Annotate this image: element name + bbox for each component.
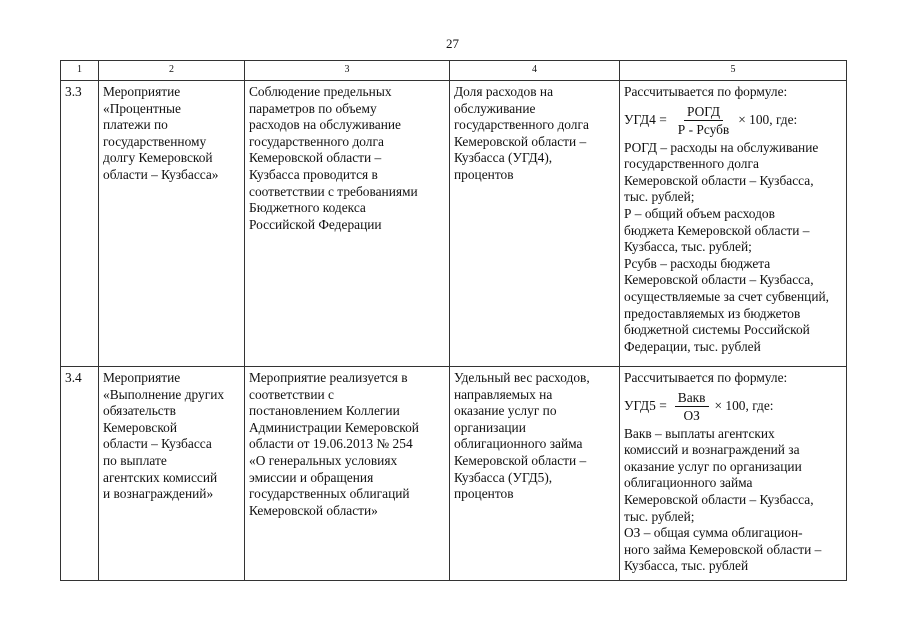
formula-numerator: РОГД — [684, 104, 723, 121]
method-explanation: РОГД – расходы на обслуживание государственного долга Кемеровской области – Кузбасса, тыс. рублей; Р – общий объем расходов бюджета Кемеровской области – Кузбасса, тыс. рублей; Рсубв – расходы бюджета Кемеровской области – Кузбасса, осуществляемые за счет субвенций, предоставляемых из бюджетов бюджетной системы Российской Федерации, тыс. рублей — [624, 139, 829, 354]
event-name: Мероприятие «Процентные платежи по государственному долгу Кемеровской области – Кузбасса» — [99, 81, 245, 367]
event-name: Мероприятие «Выполнение других обязательств Кемеровской области – Кузбасса по выплате агентских комиссий и вознаграждений» — [99, 367, 245, 581]
calculation-method — [620, 81, 847, 367]
formula-multiplier: × 100 — [714, 397, 746, 413]
formula-numerator: Вакв — [675, 390, 709, 407]
header-cell-1: 1 — [61, 61, 99, 81]
table-row — [61, 81, 847, 367]
measures-table — [60, 60, 847, 581]
header-cell-3: 3 — [245, 61, 450, 81]
formula-denominator: Р - Рсубв — [677, 121, 730, 137]
table-row — [61, 367, 847, 581]
formula-lhs: УГД5 = — [624, 397, 667, 413]
header-cell-4: 4 — [450, 61, 620, 81]
formula-lhs: УГД4 = — [624, 111, 667, 127]
formula-fraction — [675, 104, 732, 137]
header-cell-5: 5 — [620, 61, 847, 81]
method-explanation: Вакв – выплаты агентских комиссий и вознаграждений за оказание услуг по организации облигационного займа Кемеровской области – Кузбасса, тыс. рублей; ОЗ – общая сумма облигацион- ного займа Кемеровской области – Кузбасса, тыс. рублей — [624, 425, 822, 574]
event-description: Соблюдение предельных параметров по объему расходов на обслуживание государственного долга Кемеровской области – Кузбасса проводится в соответствии с требованиями Бюджетного кодекса Российской Федерации — [245, 81, 450, 367]
formula-denominator: ОЗ — [683, 407, 700, 423]
row-number: 3.4 — [61, 367, 99, 581]
header-cell-2: 2 — [99, 61, 245, 81]
indicator-name: Доля расходов на обслуживание государственного долга Кемеровской области – Кузбасса (УГД4), процентов — [450, 81, 620, 367]
formula — [624, 390, 842, 423]
calculation-method — [620, 367, 847, 581]
row-number: 3.3 — [61, 81, 99, 367]
formula — [624, 104, 842, 137]
method-intro: Рассчитывается по формуле: — [624, 84, 788, 99]
formula-fraction — [675, 390, 709, 423]
formula-tail: , где: — [769, 111, 798, 127]
method-intro: Рассчитывается по формуле: — [624, 370, 788, 385]
indicator-name: Удельный вес расходов, направляемых на оказание услуг по организации облигационного займа Кемеровской области – Кузбасса (УГД5), процентов — [450, 367, 620, 581]
page-number: 27 — [446, 36, 459, 51]
header-row — [61, 61, 847, 81]
formula-multiplier: × 100 — [738, 111, 770, 127]
event-description: Мероприятие реализуется в соответствии с постановлением Коллегии Администрации Кемеровской области от 19.06.2013 № 254 «О генеральных условиях эмиссии и обращения государственных облигаций Кемеровской области» — [245, 367, 450, 581]
formula-tail: , где: — [745, 397, 774, 413]
